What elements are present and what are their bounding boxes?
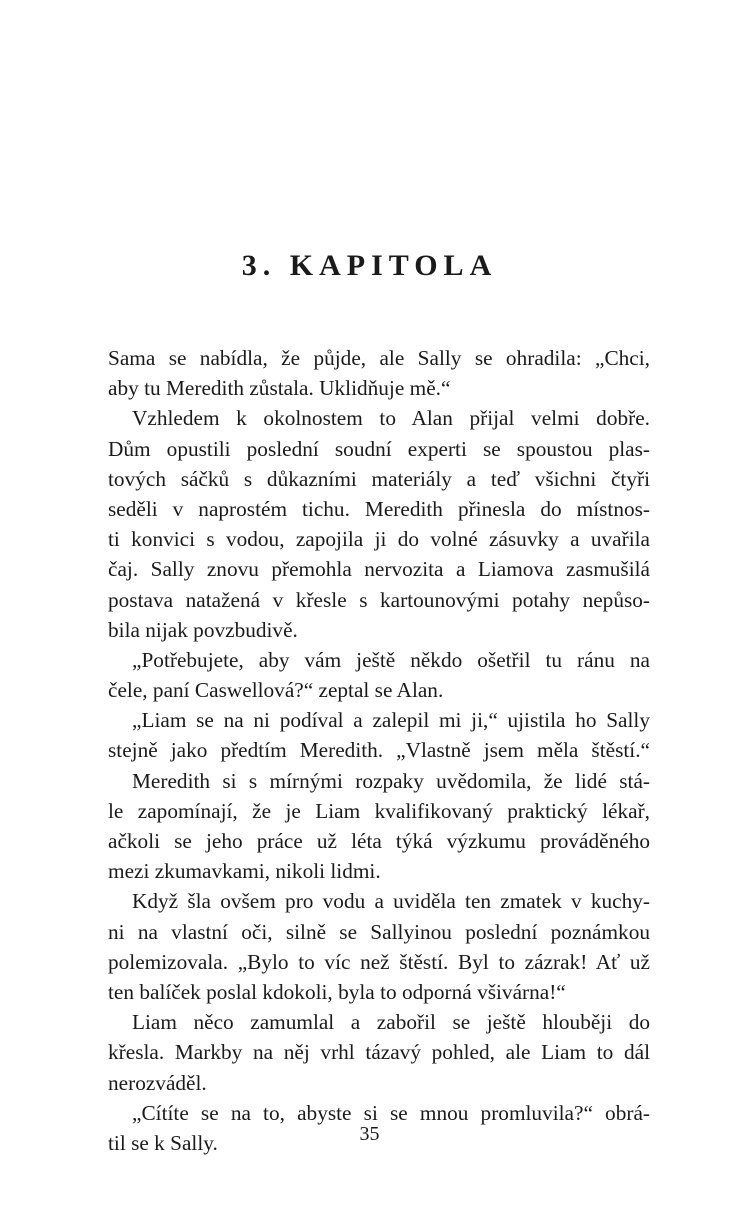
text-line: čele, paní Caswellová?“ zeptal se Alan. <box>108 678 444 703</box>
text-line: ni na vlastní oči, silně se Sallyinou poslední poznámkou <box>108 919 650 944</box>
text-line: polemizovala. „Bylo to víc než štěstí. Byl to zázrak! Ať už <box>108 949 650 974</box>
text-line: křesla. Markby na něj vrhl tázavý pohled, ale Liam to dál <box>108 1040 650 1065</box>
text-line: Když šla ovšem pro vodu a uviděla ten zmatek v kuchy- <box>132 889 650 914</box>
text-line: Sama se nabídla, že půjde, ale Sally se ohradila: „Chci, <box>108 346 650 370</box>
text-line: nerozváděl. <box>108 1070 207 1095</box>
text-line: til se k Sally. <box>108 1130 218 1155</box>
text-line: „Cítíte se na to, abyste si se mnou promluvila?“ obrá- <box>132 1100 650 1125</box>
text-line: Liam něco zamumlal a zabořil se ještě hlouběji do <box>132 1010 650 1035</box>
text-line: ten balíček poslal kdokoli, byla to odporná všivárna!“ <box>108 979 566 1004</box>
text-line: čaj. Sally znovu přemohla nervozita a Liamova zasmušilá <box>108 557 650 582</box>
text-line: mezi zkumavkami, nikoli lidmi. <box>108 859 381 884</box>
text-line: ačkoli se jeho práce už léta týká výzkumu prováděného <box>108 829 650 853</box>
text-line: „Potřebujete, aby vám ještě někdo ošetřil tu ránu na <box>132 647 650 672</box>
text-line: tových sáčků s důkazními materiály a teď všichni čtyři <box>108 466 650 491</box>
page-number: 35 <box>359 1123 380 1145</box>
text-line: bila nijak povzbudivě. <box>108 617 298 642</box>
text-line: Dům opustili poslední soudní experti se spoustou plas- <box>108 436 650 461</box>
body-text <box>108 343 650 1158</box>
text-line: seděli v naprostém tichu. Meredith přinesla do místnos- <box>108 496 650 521</box>
text-line: ti konvici s vodou, zapojila ji do volné zásuvky a uvařila <box>108 527 650 552</box>
text-line: postava natažená v křesle s kartounovými potahy nepůso- <box>108 587 650 612</box>
text-line: aby tu Meredith zůstala. Uklidňuje mě.“ <box>108 376 451 401</box>
text-line: „Liam se na ni podíval a zalepil mi ji,“ ujistila ho Sally <box>132 708 650 733</box>
text-line: Meredith si s mírnými rozpaky uvědomila, že lidé stá- <box>132 768 650 793</box>
text-line: Vzhledem k okolnostem to Alan přijal velmi dobře. <box>132 406 650 431</box>
chapter-title: 3. KAPITOLA <box>241 249 498 282</box>
text-line: le zapomínají, že je Liam kvalifikovaný praktický lékař, <box>108 798 650 823</box>
text-line: stejně jako předtím Meredith. „Vlastně jsem měla štěstí.“ <box>108 738 650 763</box>
